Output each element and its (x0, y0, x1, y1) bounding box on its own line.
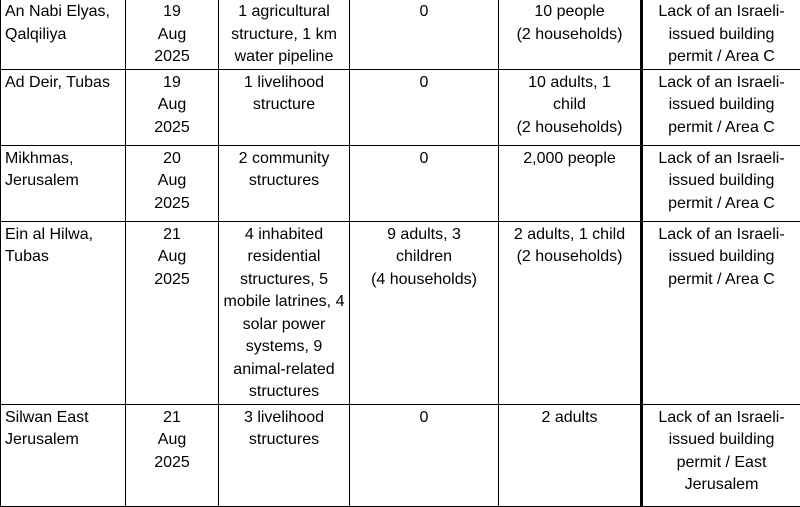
table-row (1, 69, 800, 145)
structures-cell: 4 inhabited residential structures, 5 mobile latrines, 4 solar power systems, 9 animal-related structures (219, 221, 350, 404)
location-cell: Ad Deir, Tubas (1, 69, 126, 145)
structures-cell: 2 community structures (219, 145, 350, 221)
location-cell: Ein al Hilwa, Tubas (1, 221, 126, 404)
date-cell: 20 Aug 2025 (126, 145, 219, 221)
displaced-cell: 0 (350, 69, 499, 145)
structures-cell: 1 livelihood structure (219, 69, 350, 145)
structures-cell: 1 agricultural structure, 1 km water pipeline (219, 0, 350, 69)
displaced-cell: 0 (350, 404, 499, 506)
displaced-cell: 0 (350, 145, 499, 221)
table-row (1, 404, 800, 506)
displaced-cell: 9 adults, 3 children (4 households) (350, 221, 499, 404)
structures-cell: 3 livelihood structures (219, 404, 350, 506)
affected-cell: 2 adults (499, 404, 642, 506)
affected-cell: 2,000 people (499, 145, 642, 221)
table-row (1, 221, 800, 404)
location-cell: Silwan East Jerusalem (1, 404, 126, 506)
location-cell: An Nabi Elyas, Qalqiliya (1, 0, 126, 69)
date-cell: 21 Aug 2025 (126, 404, 219, 506)
table-row (1, 0, 800, 69)
reason-cell: Lack of an Israeli- issued building permit / Area C (642, 69, 800, 145)
affected-cell: 2 adults, 1 child (2 households) (499, 221, 642, 404)
date-cell: 19 Aug 2025 (126, 0, 219, 69)
displaced-cell: 0 (350, 0, 499, 69)
table-row (1, 145, 800, 221)
reason-cell: Lack of an Israeli- issued building permit / East Jerusalem (642, 404, 800, 506)
reason-cell: Lack of an Israeli- issued building permit / Area C (642, 221, 800, 404)
affected-cell: 10 people (2 households) (499, 0, 642, 69)
affected-cell: 10 adults, 1 child (2 households) (499, 69, 642, 145)
location-cell: Mikhmas, Jerusalem (1, 145, 126, 221)
date-cell: 19 Aug 2025 (126, 69, 219, 145)
reason-cell: Lack of an Israeli- issued building permit / Area C (642, 0, 800, 69)
reason-cell: Lack of an Israeli- issued building permit / Area C (642, 145, 800, 221)
date-cell: 21 Aug 2025 (126, 221, 219, 404)
